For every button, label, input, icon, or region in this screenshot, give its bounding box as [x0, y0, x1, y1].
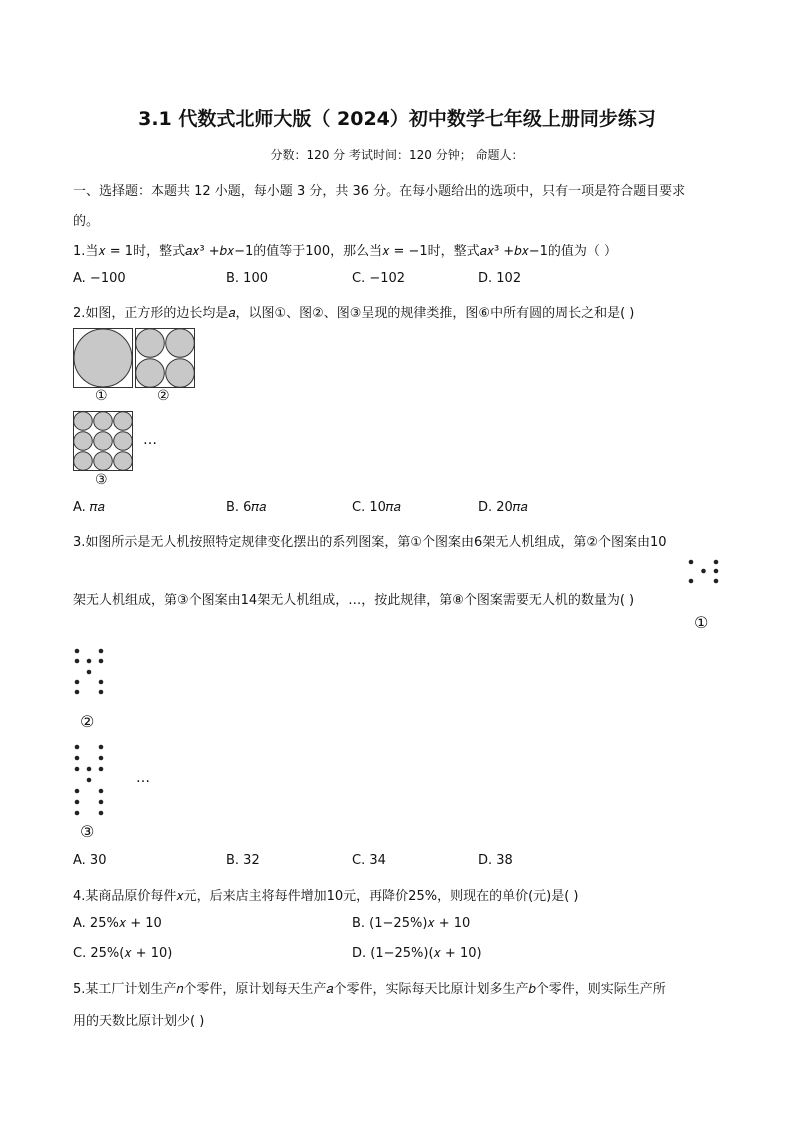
q2-option-a: A. 𝜋𝑎	[73, 500, 105, 515]
section-instructions-cont: 的。	[73, 214, 100, 229]
figure-2-four-circles	[135, 328, 195, 388]
question-1-text: 1.当𝑥 = 1时，整式𝑎𝑥³ +𝑏𝑥−1的值等于100，那么当𝑥 = −1时，整式𝑎𝑥³ +𝑏𝑥−1的值为（ ）	[73, 244, 617, 259]
page-title: 3.1 代数式北师大版（ 2024）初中数学七年级上册同步练习	[138, 108, 656, 130]
q4-option-d: D. (1−25%)(𝑥 + 10)	[352, 946, 482, 961]
question-4-text: 4.某商品原价每件𝑥元，后来店主将每件增加10元，再降价25%，则现在的单价(元)是( )	[73, 889, 579, 904]
q4-option-a: A. 25%𝑥 + 10	[73, 916, 162, 931]
q1-option-c: C. −102	[352, 271, 406, 286]
q4-option-c: C. 25%(𝑥 + 10)	[73, 946, 173, 961]
question-3-text-cont: 架无人机组成，第③个图案由14架无人机组成，…，按此规律，第⑧个图案需要无人机的数量为( )	[73, 593, 635, 608]
q3-option-d: D. 38	[478, 853, 513, 868]
q1-option-b: B. 100	[226, 271, 268, 286]
q2-option-c: C. 10𝜋𝑎	[352, 500, 401, 515]
drone-pattern-1	[687, 558, 721, 588]
question-5-text: 5.某工厂计划生产𝑛个零件，原计划每天生产𝑎个零件，实际每天比原计划多生产𝑏个零件，则实际生产所	[73, 982, 666, 997]
figure-3-nine-circles	[73, 411, 133, 471]
figure-ellipsis: …	[143, 432, 157, 448]
figure-label-2: ②	[157, 388, 170, 404]
figure-label-1: ①	[95, 388, 108, 404]
q2-option-d: D. 20𝜋𝑎	[478, 500, 528, 515]
question-2-text: 2.如图，正方形的边长均是𝑎，以图①、图②、图③呈现的规律类推，图⑥中所有圆的周长之和是( )	[73, 306, 635, 321]
q3-option-a: A. 30	[73, 853, 107, 868]
q3-option-b: B. 32	[226, 853, 260, 868]
q4-option-b: B. (1−25%)𝑥 + 10	[352, 916, 471, 931]
drone-pattern-3	[72, 742, 106, 818]
q1-option-a: A. −100	[73, 271, 126, 286]
drone-label-2: ②	[80, 712, 95, 731]
q1-option-d: D. 102	[478, 271, 522, 286]
q2-option-b: B. 6𝜋𝑎	[226, 500, 267, 515]
figure-label-3: ③	[95, 472, 108, 488]
drone-label-3: ③	[80, 822, 95, 841]
section-instructions: 一、选择题：本题共 12 小题，每小题 3 分，共 36 分。在每小题给出的选项中，只有一项是符合题目要求	[73, 184, 686, 199]
question-3-text: 3.如图所示是无人机按照特定规律变化摆出的系列图案，第①个图案由6架无人机组成，第②个图案由10	[73, 535, 667, 550]
question-5-text-cont: 用的天数比原计划少( )	[73, 1014, 205, 1029]
q3-option-c: C. 34	[352, 853, 386, 868]
figure-1-one-circle	[73, 328, 133, 388]
exam-info: 分数：120 分 考试时间：120 分钟； 命题人：	[270, 148, 524, 162]
drone-ellipsis: …	[136, 770, 150, 786]
drone-pattern-2	[72, 646, 106, 696]
drone-label-1: ①	[694, 613, 709, 632]
